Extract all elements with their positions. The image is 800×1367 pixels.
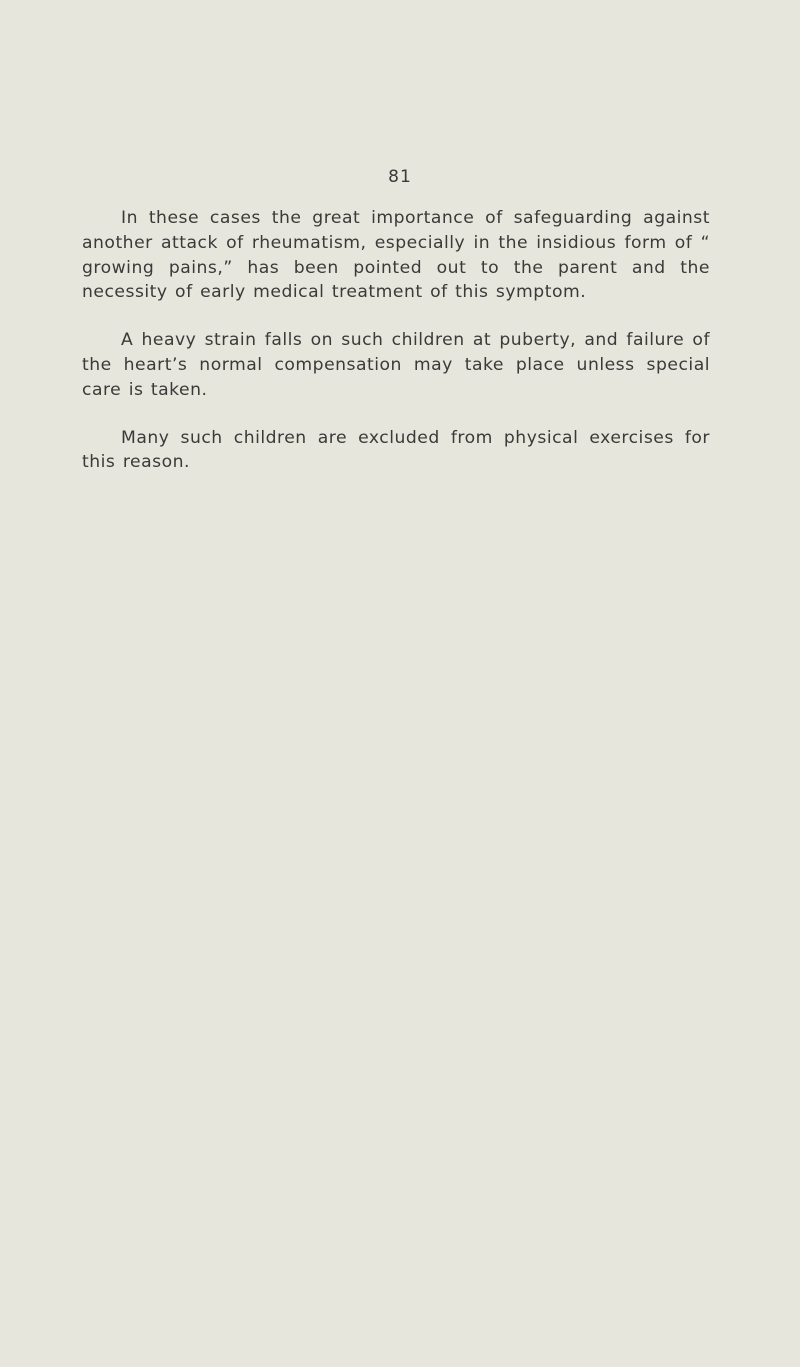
paragraph: In these cases the great importance of safeguarding against another attack of rheumatism, especially in the insidious form of “ growing pains,” has been pointed out to the parent and the necessity of early medical treatment of this symptom.	[82, 208, 710, 303]
page-number: 81	[388, 167, 412, 187]
body-text	[82, 206, 710, 498]
paragraph: Many such children are excluded from physical exercises for this reason.	[82, 427, 710, 473]
paragraph: A heavy strain falls on such children at puberty, and failure of the heart’s normal compensation may take place unless special care is taken.	[82, 330, 710, 400]
